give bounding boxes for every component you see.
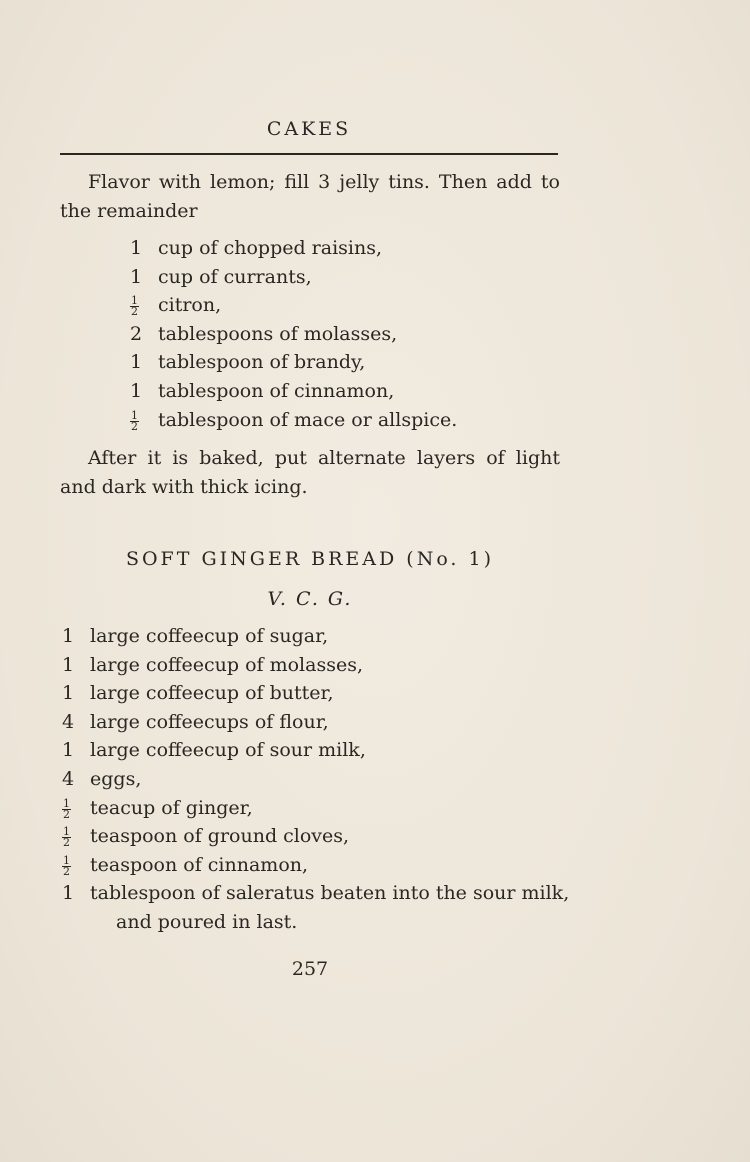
ingredient-quantity: 1 bbox=[62, 625, 75, 647]
ingredient-text: tablespoon of brandy, bbox=[158, 351, 366, 374]
ingredient-quantity: 1 bbox=[62, 653, 75, 676]
recipe-title: SOFT GINGER BREAD (No. 1) bbox=[125, 548, 495, 570]
ingredient-text: cup of chopped raisins, bbox=[158, 237, 383, 259]
intro-paragraph: Flavor with lemon; fill 3 jelly tins. Then add to the remainder bbox=[60, 171, 560, 222]
ingredient-line bbox=[130, 348, 457, 377]
ingredient-quantity: 1 bbox=[62, 682, 75, 705]
ingredient-text: teacup of ginger, bbox=[90, 796, 253, 819]
ingredient-line bbox=[62, 679, 569, 708]
ingredient-text: tablespoon of cinnamon, bbox=[158, 379, 395, 402]
ingredient-line bbox=[130, 320, 457, 349]
ingredient-quantity: 1 bbox=[130, 265, 143, 288]
ingredient-text: citron, bbox=[158, 294, 222, 317]
ingredient-line bbox=[62, 708, 569, 737]
ingredient-line bbox=[130, 234, 457, 263]
ingredient-quantity: 4 bbox=[62, 710, 75, 733]
running-head: CAKES bbox=[266, 118, 352, 140]
ingredient-line bbox=[62, 622, 569, 651]
ingredient-line bbox=[62, 765, 569, 794]
ingredient-text: large coffeecup of sugar, bbox=[90, 625, 329, 647]
ingredient-text: large coffeecup of sour milk, bbox=[90, 739, 366, 762]
page-number: 257 bbox=[291, 958, 329, 980]
ingredient-text: large coffeecups of flour, bbox=[90, 710, 329, 733]
ingredient-text: tablespoon of saleratus beaten into the sour milk, bbox=[90, 882, 570, 905]
ingredient-text: cup of currants, bbox=[158, 265, 312, 288]
ingredient-quantity: $\frac{1}{2}$ bbox=[131, 294, 138, 319]
ingredient-line bbox=[62, 851, 569, 880]
ingredient-text: large coffeecup of molasses, bbox=[90, 653, 363, 676]
ingredient-quantity: $\frac{1}{2}$ bbox=[63, 825, 70, 850]
after-paragraph: After it is baked, put alternate layers of light and dark with thick icing. bbox=[60, 447, 560, 498]
ingredient-continuation: and poured in last. bbox=[116, 911, 298, 933]
ingredient-quantity: 1 bbox=[62, 739, 75, 762]
ingredient-text: tablespoons of molasses, bbox=[158, 322, 398, 345]
ingredient-line bbox=[130, 377, 457, 406]
ingredient-list-cake bbox=[130, 234, 457, 434]
ingredient-text: tablespoon of mace or allspice. bbox=[158, 408, 458, 431]
ingredient-text: large coffeecup of butter, bbox=[90, 682, 334, 705]
ingredient-quantity: 4 bbox=[62, 767, 75, 790]
ingredient-text: teaspoon of cinnamon, bbox=[90, 853, 309, 876]
ingredient-line bbox=[62, 651, 569, 680]
ingredient-line bbox=[130, 406, 457, 435]
ingredient-line bbox=[130, 263, 457, 292]
ingredient-line bbox=[62, 879, 569, 908]
ingredient-quantity: $\frac{1}{2}$ bbox=[131, 408, 138, 433]
ingredient-line bbox=[130, 291, 457, 320]
ingredient-text: teaspoon of ground cloves, bbox=[90, 825, 350, 848]
ingredient-quantity: 1 bbox=[130, 379, 143, 402]
ingredient-quantity: 2 bbox=[130, 322, 143, 345]
header-rule bbox=[60, 153, 558, 155]
ingredient-quantity: 1 bbox=[130, 351, 143, 374]
ingredient-quantity: $\frac{1}{2}$ bbox=[63, 796, 70, 821]
ingredient-line bbox=[62, 736, 569, 765]
ingredient-line bbox=[62, 822, 569, 851]
ingredient-quantity: 1 bbox=[130, 237, 143, 259]
ingredient-list-gingerbread bbox=[62, 622, 569, 908]
ingredient-line bbox=[62, 794, 569, 823]
ingredient-quantity: 1 bbox=[62, 882, 75, 905]
ingredient-quantity: $\frac{1}{2}$ bbox=[63, 853, 70, 878]
recipe-attribution: V. C. G. bbox=[267, 588, 353, 610]
ingredient-text: eggs, bbox=[90, 767, 142, 790]
